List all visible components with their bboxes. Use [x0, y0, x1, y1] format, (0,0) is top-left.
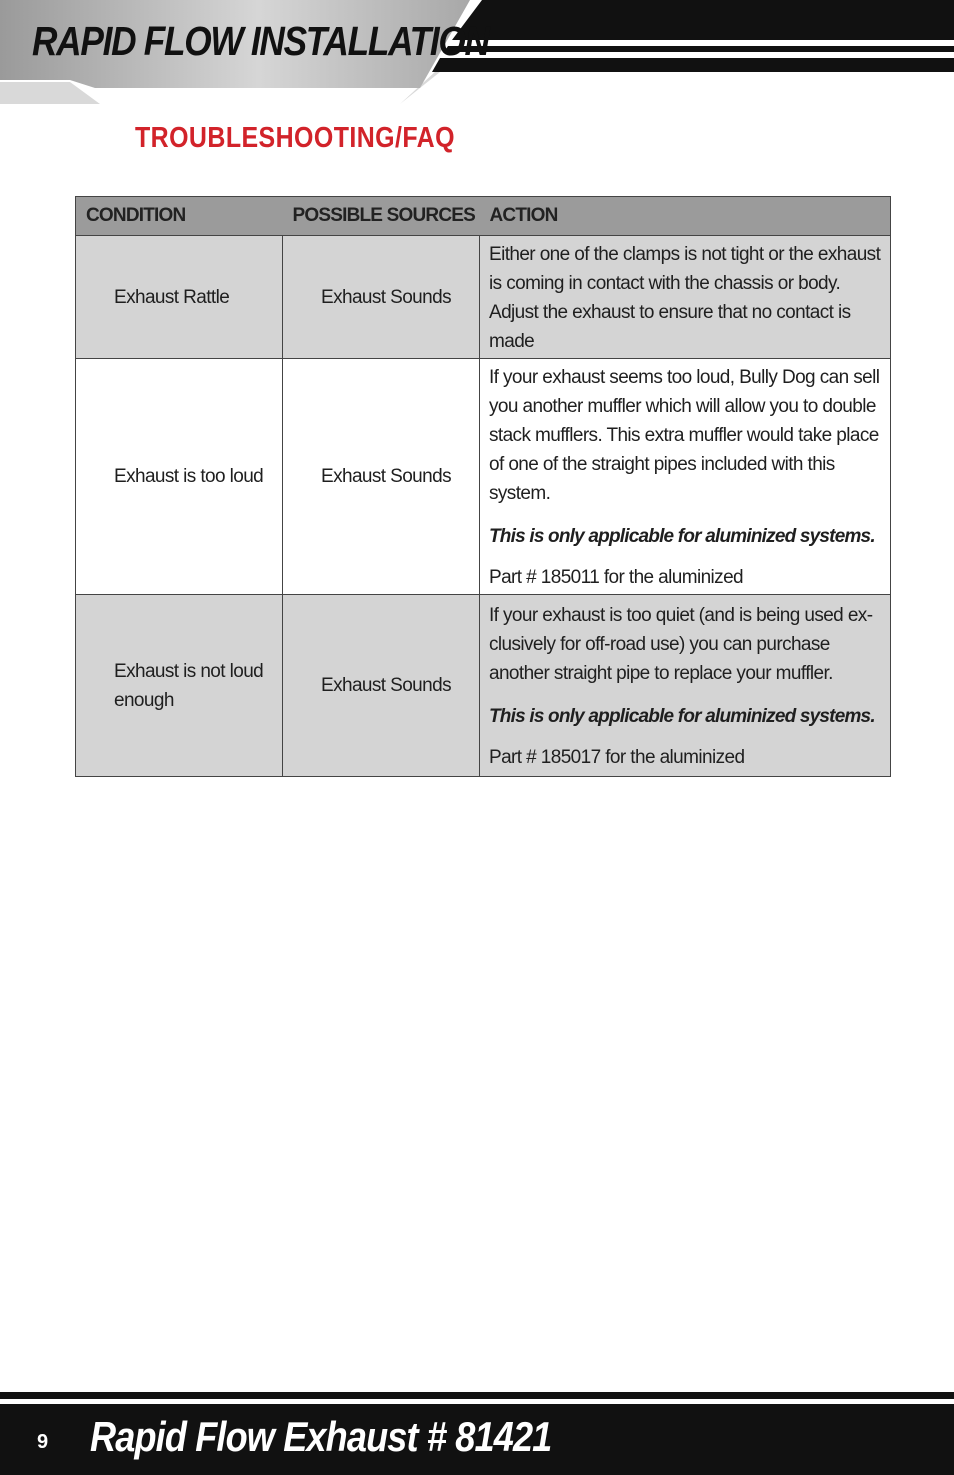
action-cell	[480, 595, 891, 777]
action-note: This is only applicable for aluminized systems.	[489, 526, 875, 547]
part-number: Part # 185017 for the aluminized	[489, 747, 745, 768]
condition-cell: Exhaust is not loud enough	[76, 595, 283, 777]
table-row	[76, 359, 891, 595]
source-cell: Exhaust Sounds	[283, 359, 480, 595]
condition-cell: Exhaust Rattle	[76, 236, 283, 359]
section-title: TROUBLESHOOTING/FAQ	[135, 122, 455, 154]
header-title: RAPID FLOW INSTALLATION	[32, 18, 489, 64]
column-header-possible-sources: POSSIBLE SOURCES	[283, 197, 480, 236]
condition-cell: Exhaust is too loud	[76, 359, 283, 595]
action-cell	[480, 359, 891, 595]
page-number: 9	[37, 1431, 49, 1453]
column-header-condition: CONDITION	[76, 197, 283, 236]
footer-title: Rapid Flow Exhaust # 81421	[90, 1413, 552, 1460]
table-header-row	[76, 197, 891, 236]
footer-stripe	[0, 1392, 954, 1399]
action-text: If your exhaust is too quiet (and is being used ex-clusively for off-road use) you can purchase another straight pipe to replace your muffler.	[489, 605, 873, 684]
page-header	[0, 0, 954, 105]
column-header-action: ACTION	[480, 197, 891, 236]
table-row	[76, 595, 891, 777]
action-text: If your exhaust seems too loud, Bully Dog can sell you another muffler which will allow you to double stack mufflers. This extra muffler would take place of one of the straight pipes included with this system.	[489, 367, 880, 504]
action-text: Either one of the clamps is not tight or the exhaust is coming in contact with the chassis or body. Adjust the exhaust to ensure that no contact is made	[489, 244, 881, 352]
table-row	[76, 236, 891, 359]
action-cell	[480, 236, 891, 359]
source-cell: Exhaust Sounds	[283, 595, 480, 777]
source-cell: Exhaust Sounds	[283, 236, 480, 359]
action-note: This is only applicable for aluminized systems.	[489, 706, 875, 727]
troubleshooting-table	[75, 196, 891, 777]
part-number: Part # 185011 for the aluminized	[489, 567, 744, 588]
